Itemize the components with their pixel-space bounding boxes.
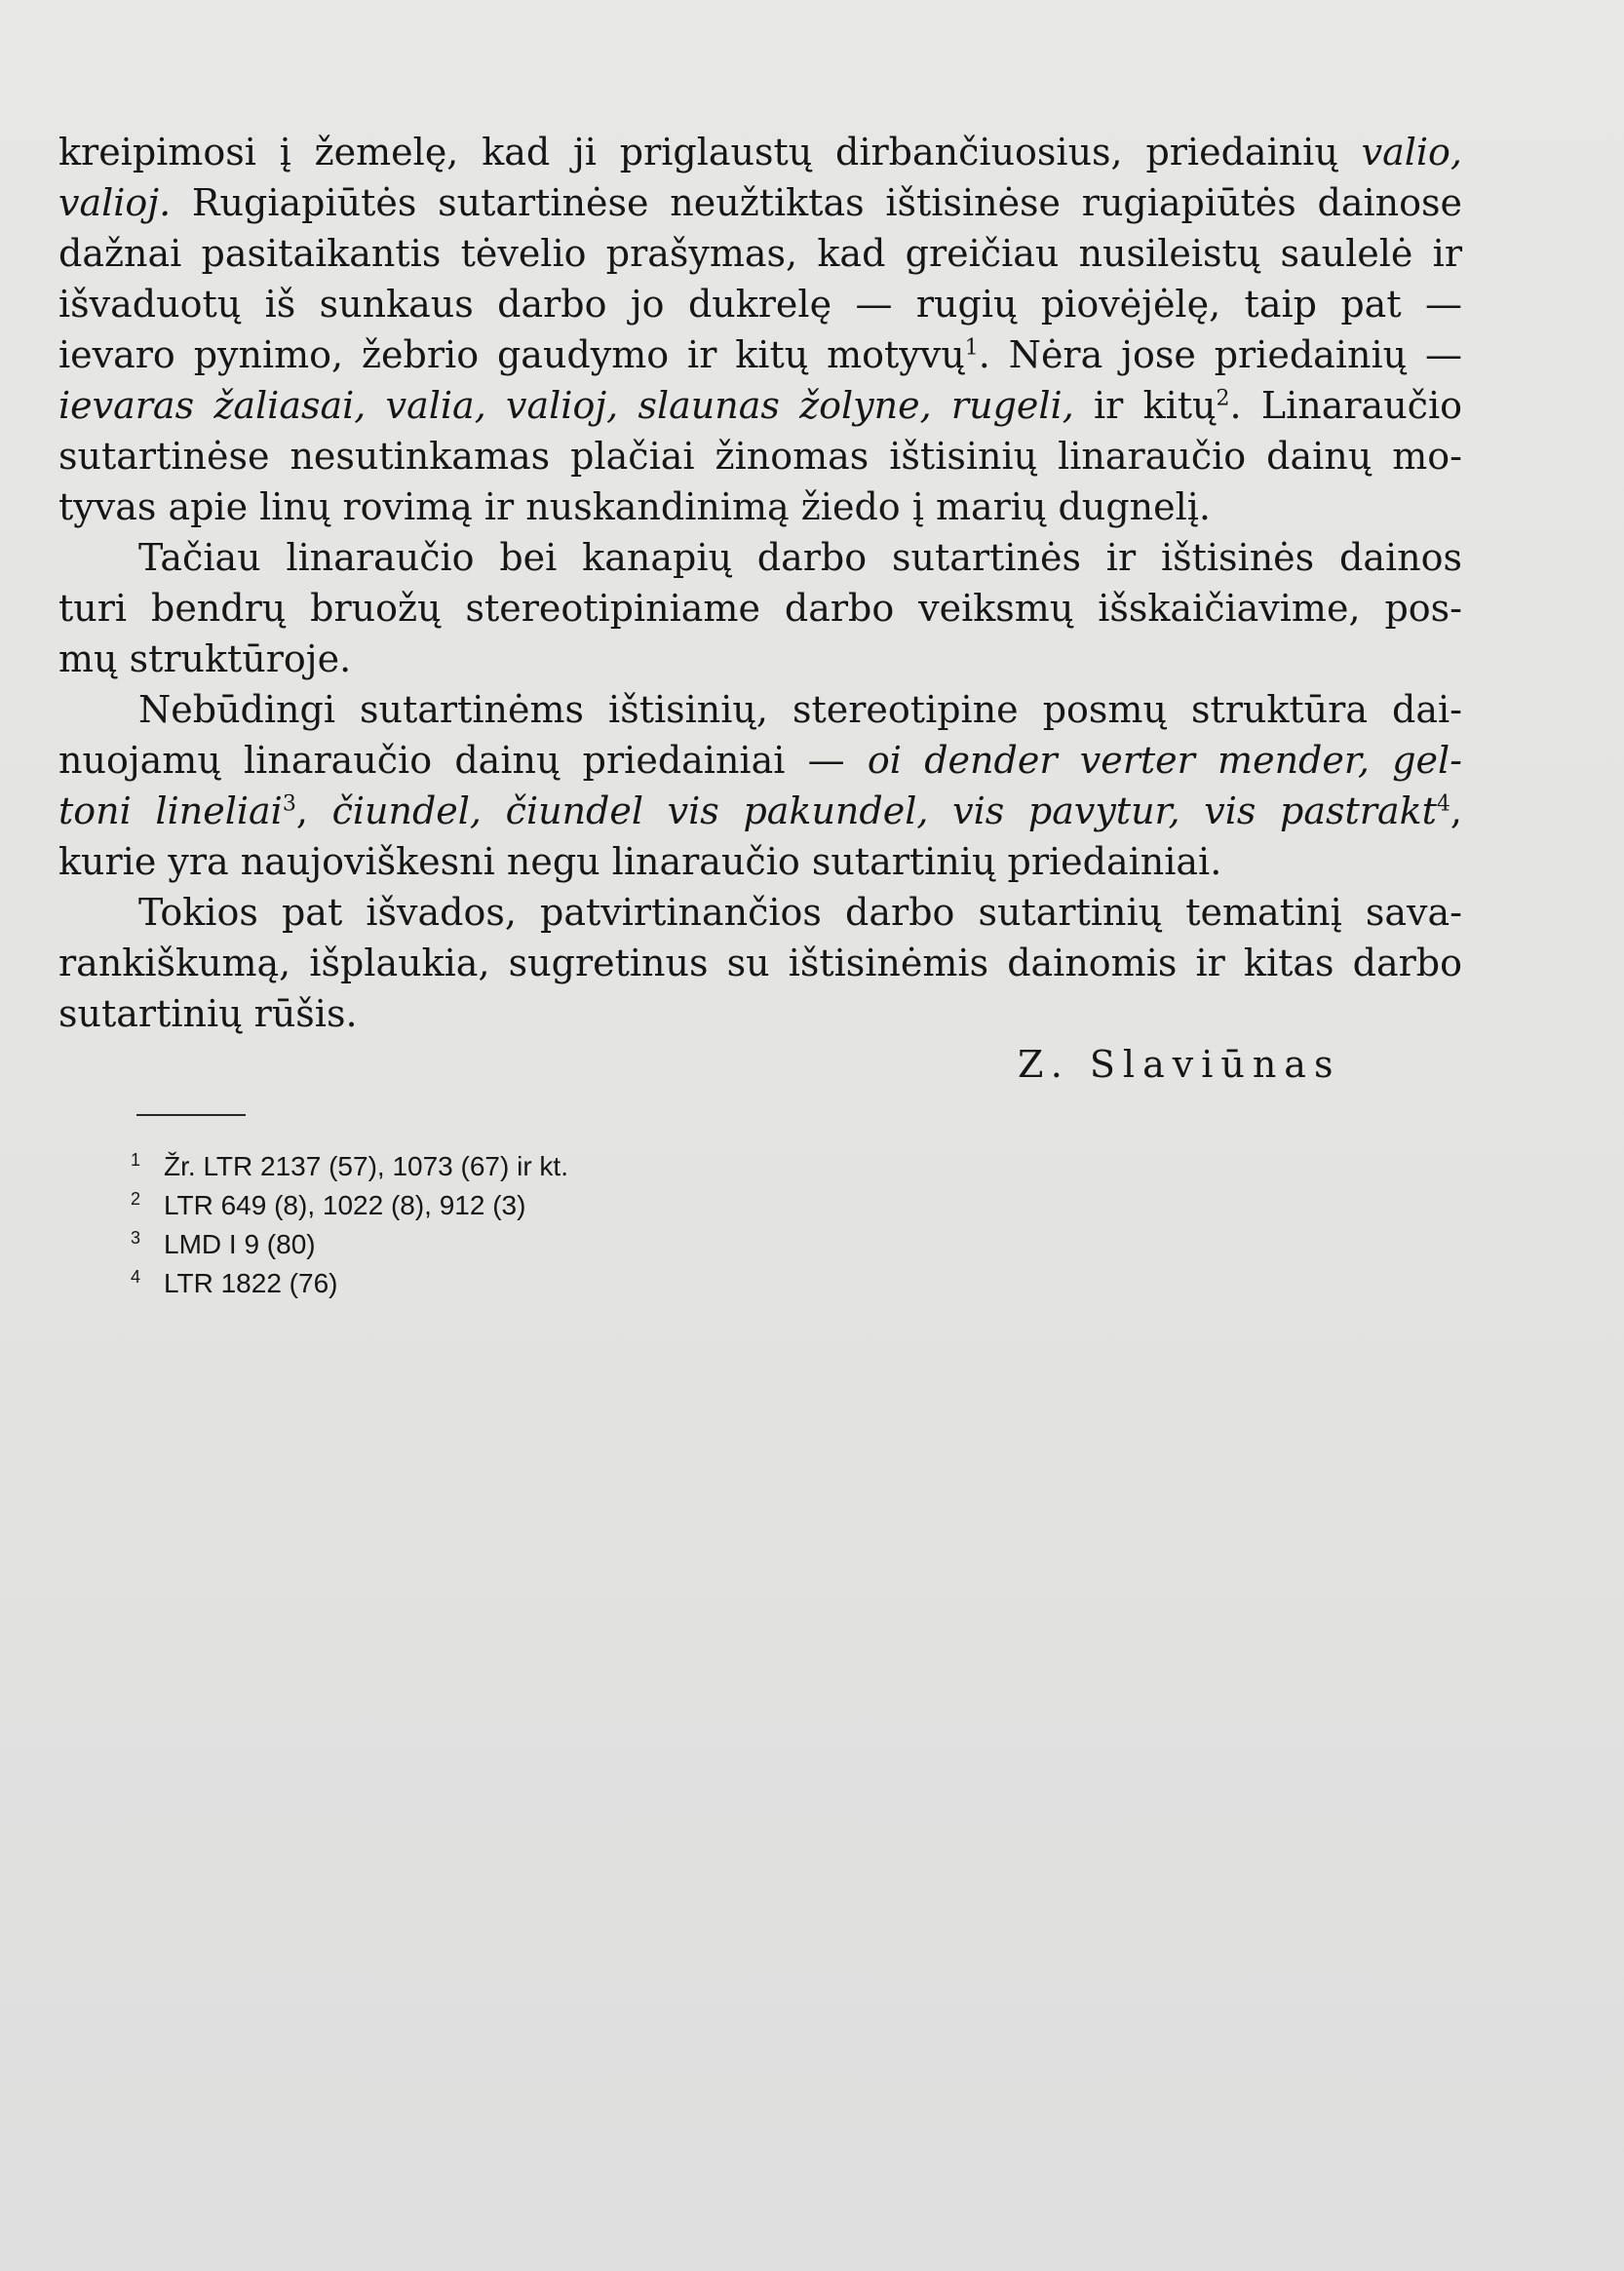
text-line bbox=[58, 127, 1462, 177]
text-line bbox=[58, 329, 1462, 380]
text-run: nuojamų linaraučio dainų priedainiai — bbox=[58, 739, 868, 782]
italic-text: čiundel, čiundel vis pakundel, vis pavytur, vis pastrakt bbox=[331, 789, 1437, 832]
italic-text: valioj. bbox=[58, 181, 172, 224]
italic-text: oi dender verter mender, gel- bbox=[867, 739, 1463, 782]
text-line bbox=[58, 532, 1462, 583]
text-run: kreipimosi į žemelę, kad ji priglaustų dirbančiuosius, priedainių bbox=[58, 131, 1362, 173]
footnote bbox=[131, 1179, 525, 1218]
footnote-divider bbox=[136, 1114, 246, 1116]
text-line bbox=[58, 735, 1462, 786]
italic-text: valio, bbox=[1361, 131, 1462, 173]
footnote-number: 1 bbox=[131, 1150, 141, 1170]
footnote-ref: 1 bbox=[964, 335, 979, 361]
text-run: Nebūdingi sutartinėms ištisinių, stereotipine posmų struktūra dai- bbox=[138, 688, 1462, 731]
text-line bbox=[58, 583, 1462, 634]
footnote-ref: 2 bbox=[1216, 386, 1230, 411]
text-line bbox=[58, 634, 1462, 684]
text-run: . Linaraučio bbox=[1229, 384, 1462, 427]
text-line bbox=[58, 228, 1462, 279]
footnote bbox=[131, 1218, 316, 1257]
footnote-number: 3 bbox=[131, 1228, 141, 1248]
footnote-ref: 4 bbox=[1436, 791, 1450, 817]
text-run: , bbox=[295, 789, 332, 832]
text-run: sutartinėse nesutinkamas plačiai žinomas ištisinių linaraučio dainų mo- bbox=[58, 435, 1462, 478]
text-line bbox=[58, 836, 1462, 887]
text-line bbox=[58, 988, 1462, 1039]
footnote-number: 2 bbox=[131, 1189, 141, 1209]
footnote-number: 4 bbox=[131, 1267, 141, 1287]
footnote-text: LMD I 9 (80) bbox=[164, 1229, 316, 1259]
text-run: ievaro pynimo, žebrio gaudymo ir kitų motyvų bbox=[58, 333, 965, 376]
italic-text: toni lineliai bbox=[58, 789, 283, 832]
text-run: dažnai pasitaikantis tėvelio prašymas, kad greičiau nusileistų saulelė ir bbox=[58, 232, 1462, 275]
footnote bbox=[131, 1257, 337, 1296]
footnote-text: LTR 649 (8), 1022 (8), 912 (3) bbox=[164, 1190, 526, 1220]
text-line bbox=[58, 380, 1462, 431]
text-run: . Nėra jose priedainių — bbox=[978, 333, 1462, 376]
text-line bbox=[58, 786, 1462, 836]
text-line bbox=[58, 684, 1462, 735]
text-run: ir kitų bbox=[1073, 384, 1217, 427]
text-line bbox=[58, 938, 1462, 988]
author-signature: Z. Slaviūnas bbox=[1018, 1043, 1341, 1086]
text-run: Tokios pat išvados, patvirtinančios darbo sutartinių tematinį sava- bbox=[138, 891, 1462, 934]
footnote-ref: 3 bbox=[282, 791, 296, 817]
text-run: Tačiau linaraučio bei kanapių darbo sutartinės ir ištisinės dainos bbox=[138, 536, 1462, 579]
text-run: tyvas apie linų rovimą ir nuskandinimą žiedo į marių dugnelį. bbox=[58, 485, 1211, 528]
text-line bbox=[58, 887, 1462, 938]
text-run: kurie yra naujoviškesni negu linaraučio sutartinių priedainiai. bbox=[58, 840, 1222, 883]
text-line bbox=[58, 431, 1462, 481]
text-run: rankiškumą, išplaukia, sugretinus su ištisinėmis dainomis ir kitas darbo bbox=[58, 942, 1462, 984]
text-run: Rugiapiūtės sutartinėse neužtiktas ištisinėse rugiapiūtės dainose bbox=[171, 181, 1462, 224]
text-run: mų struktūroje. bbox=[58, 637, 352, 680]
text-run: turi bendrų bruožų stereotipiniame darbo veiksmų išskaičiavime, pos- bbox=[58, 587, 1462, 630]
text-run: , bbox=[1450, 789, 1463, 832]
text-line bbox=[58, 279, 1462, 329]
text-line bbox=[58, 177, 1462, 228]
footnote-text: Žr. LTR 2137 (57), 1073 (67) ir kt. bbox=[164, 1151, 568, 1181]
text-run: išvaduotų iš sunkaus darbo jo dukrelę — rugių piovėjėlę, taip pat — bbox=[58, 283, 1462, 326]
italic-text: ievaras žaliasai, valia, valioj, slaunas žolyne, rugeli, bbox=[58, 384, 1074, 427]
footnote bbox=[131, 1140, 568, 1179]
footnote-text: LTR 1822 (76) bbox=[164, 1268, 338, 1298]
text-run: sutartinių rūšis. bbox=[58, 992, 358, 1035]
text-line bbox=[58, 481, 1462, 532]
